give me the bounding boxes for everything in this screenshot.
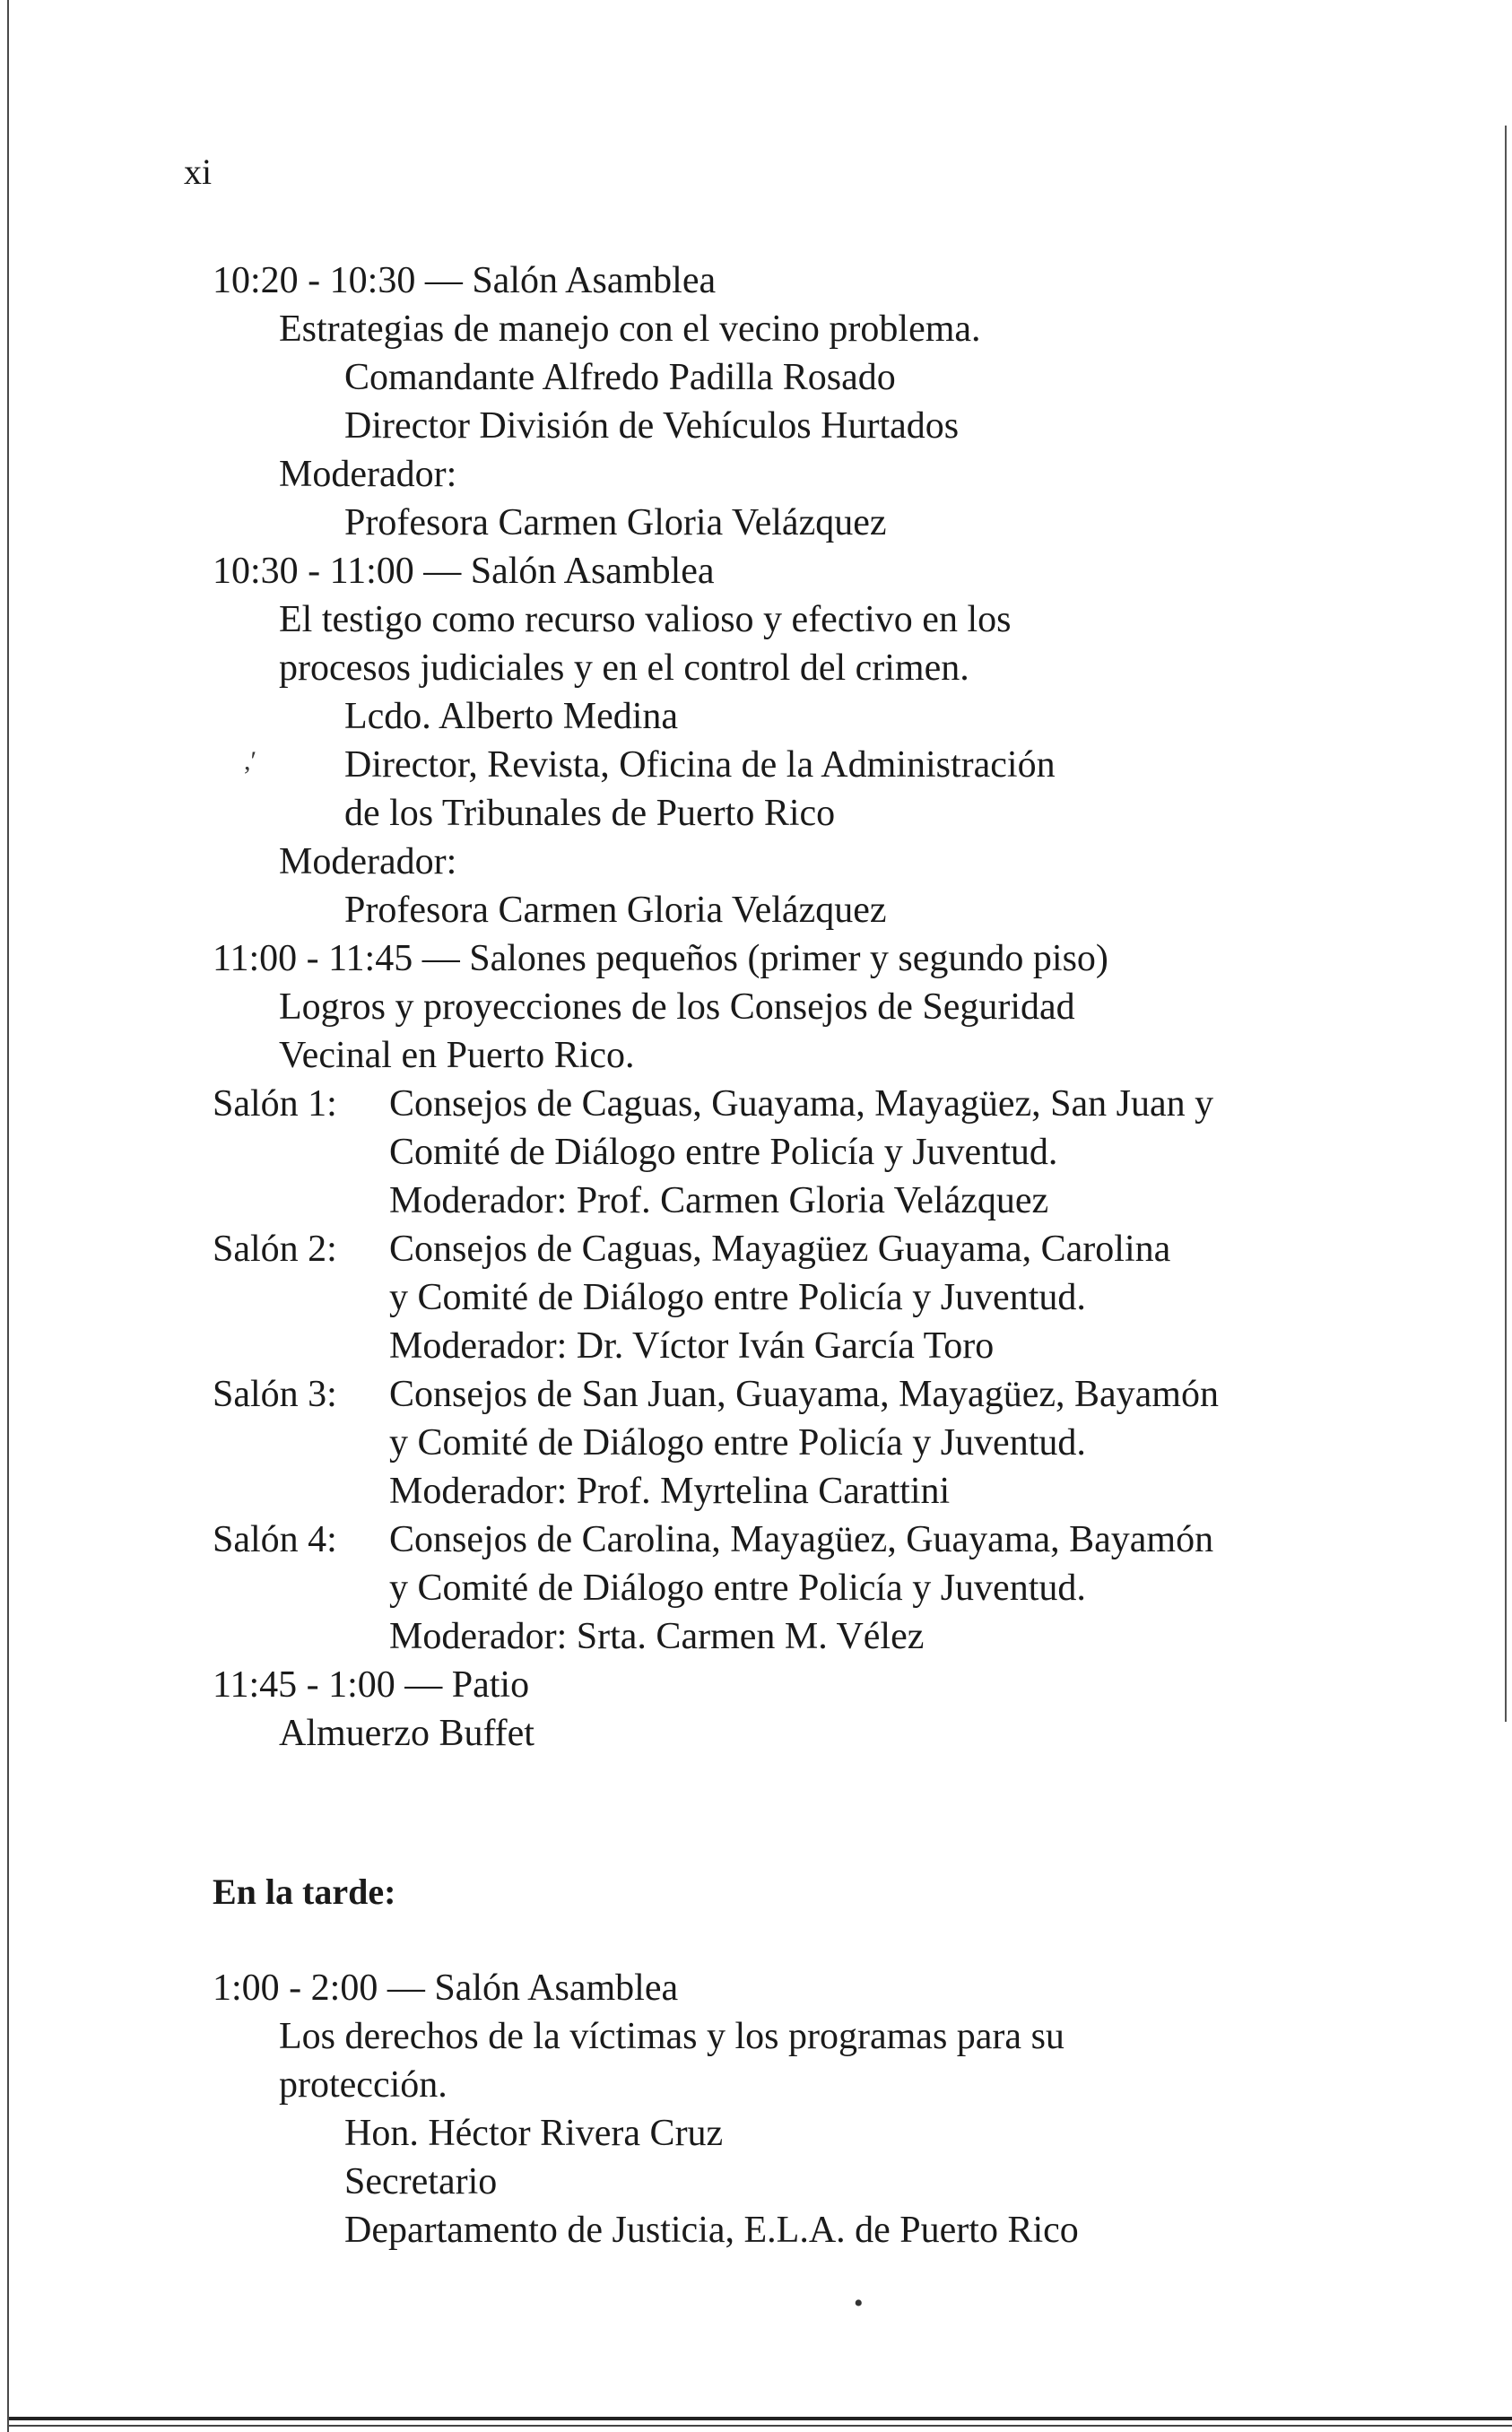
room-committee: y Comité de Diálogo entre Policía y Juventud.: [389, 1568, 1086, 1609]
room-committee: Comité de Diálogo entre Policía y Juventud.: [389, 1132, 1058, 1173]
bottom-rule: [9, 2425, 1512, 2427]
session-time: 10:30 - 11:00 — Salón Asamblea: [213, 551, 715, 592]
room-councils: Consejos de Caguas, Mayagüez Guayama, Carolina: [389, 1229, 1171, 1270]
page-edge-left: [7, 0, 9, 2432]
room-label: Salón 4:: [213, 1519, 337, 1560]
room-councils: Consejos de Carolina, Mayagüez, Guayama, Bayamón: [389, 1519, 1214, 1560]
room-label: Salón 1:: [213, 1083, 337, 1125]
page-number: xi: [184, 152, 213, 192]
session-topic: Logros y proyecciones de los Consejos de Seguridad: [279, 986, 1075, 1028]
bottom-rule: [9, 2417, 1512, 2420]
session-topic: Los derechos de la víctimas y los programas para su: [279, 2016, 1064, 2057]
room-councils: Consejos de San Juan, Guayama, Mayagüez, Bayamón: [389, 1374, 1219, 1415]
session-topic: Vecinal en Puerto Rico.: [279, 1035, 635, 1076]
session-topic: protección.: [279, 2064, 448, 2106]
room-committee: y Comité de Diálogo entre Policía y Juventud.: [389, 1422, 1086, 1464]
session-topic: procesos judiciales y en el control del crimen.: [279, 647, 969, 689]
stray-mark: ,′: [244, 746, 257, 776]
session-topic: El testigo como recurso valioso y efectivo en los: [279, 599, 1012, 640]
room-moderator: Moderador: Prof. Myrtelina Carattini: [389, 1471, 951, 1512]
session-time: 11:00 - 11:45 — Salones pequeños (primer y segundo piso): [213, 938, 1108, 979]
room-moderator: Moderador: Prof. Carmen Gloria Velázquez: [389, 1180, 1049, 1221]
room-moderator: Moderador: Srta. Carmen M. Vélez: [389, 1616, 925, 1657]
speaker-name: Comandante Alfredo Padilla Rosado: [344, 357, 896, 398]
room-committee: y Comité de Diálogo entre Policía y Juventud.: [389, 1277, 1086, 1318]
speaker-name: Lcdo. Alberto Medina: [344, 696, 679, 737]
session-topic: Estrategias de manejo con el vecino problema.: [279, 308, 981, 350]
speaker-title: Secretario: [344, 2161, 498, 2202]
stray-mark: •: [854, 2289, 864, 2318]
room-label: Salón 3:: [213, 1374, 337, 1415]
speaker-title: Departamento de Justicia, E.L.A. de Puerto Rico: [344, 2210, 1079, 2251]
room-councils: Consejos de Caguas, Guayama, Mayagüez, San Juan y: [389, 1083, 1214, 1125]
section-heading: En la tarde:: [213, 1872, 396, 1912]
moderator-name: Profesora Carmen Gloria Velázquez: [344, 890, 887, 931]
speaker-name: Hon. Héctor Rivera Cruz: [344, 2113, 724, 2154]
moderator-label: Moderador:: [279, 454, 457, 495]
moderator-label: Moderador:: [279, 841, 457, 882]
moderator-name: Profesora Carmen Gloria Velázquez: [344, 502, 887, 543]
speaker-title: de los Tribunales de Puerto Rico: [344, 793, 836, 834]
speaker-title: Director División de Vehículos Hurtados: [344, 405, 960, 447]
session-time: 1:00 - 2:00 — Salón Asamblea: [213, 1967, 679, 2009]
room-moderator: Moderador: Dr. Víctor Iván García Toro: [389, 1325, 995, 1367]
speaker-title: Director, Revista, Oficina de la Administración: [344, 744, 1056, 786]
session-time: 10:20 - 10:30 — Salón Asamblea: [213, 260, 717, 301]
session-time: 11:45 - 1:00 — Patio: [213, 1664, 530, 1706]
page-edge-right: [1505, 126, 1507, 1722]
room-label: Salón 2:: [213, 1229, 337, 1270]
session-topic: Almuerzo Buffet: [279, 1713, 534, 1754]
